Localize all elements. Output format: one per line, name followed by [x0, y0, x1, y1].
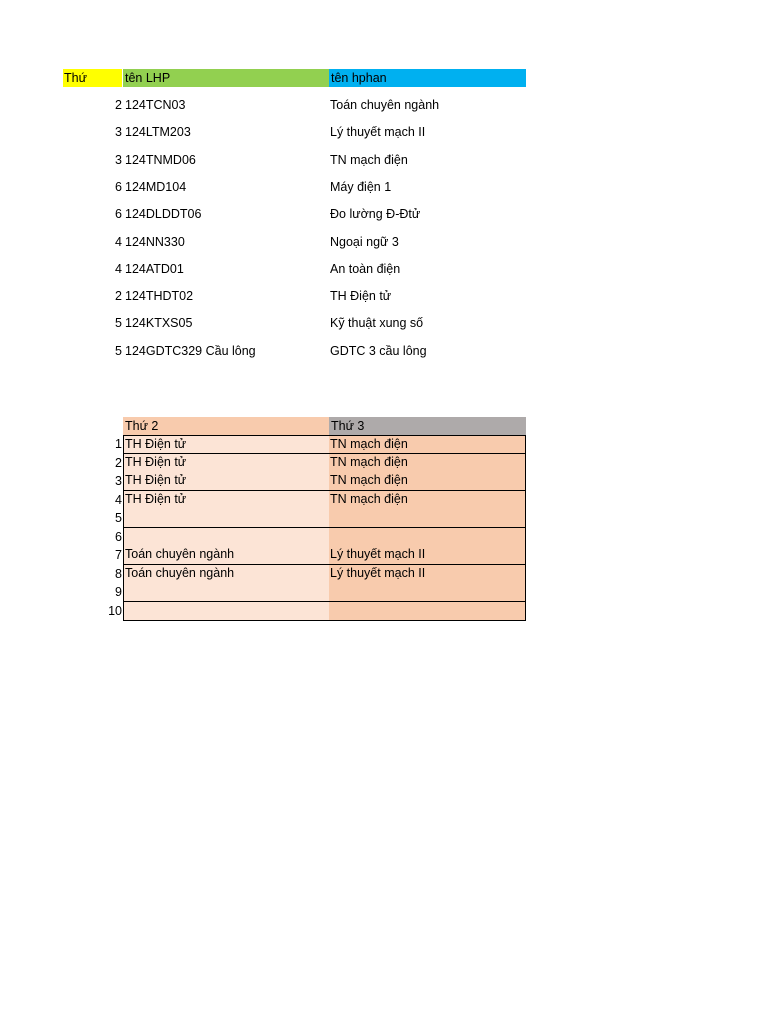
course-row — [63, 314, 526, 332]
schedule-row — [0, 435, 526, 454]
period-number: 9 — [115, 585, 122, 599]
course-code[interactable]: 124DLDDT06 — [125, 207, 202, 222]
schedule-cell-thu-2[interactable] — [123, 509, 330, 528]
period-number: 2 — [115, 455, 122, 470]
period-number: 4 — [115, 492, 122, 507]
schedule-cell-thu-2[interactable]: TH Điện tử — [123, 491, 330, 510]
schedule-row — [0, 565, 526, 584]
course-thu[interactable]: 6 — [115, 207, 122, 222]
course-name[interactable]: TH Điện tử — [330, 289, 392, 304]
course-thu[interactable]: 4 — [115, 234, 122, 249]
schedule-cell-thu-2[interactable] — [123, 528, 330, 547]
course-thu[interactable]: 2 — [115, 289, 122, 304]
schedule-cell-thu-2[interactable]: TH Điện tử — [123, 435, 330, 454]
schedule-cell-thu-3[interactable] — [329, 583, 526, 602]
course-row — [63, 205, 526, 223]
schedule-cell-thu-3[interactable] — [329, 528, 526, 547]
course-name[interactable]: Đo lường Đ-Đtử — [330, 207, 421, 222]
schedule-row — [0, 454, 526, 473]
course-name[interactable]: TN mạch điện — [330, 152, 408, 167]
course-code[interactable]: 124MD104 — [125, 179, 187, 194]
schedule-cell-thu-3[interactable]: TN mạch điện — [329, 491, 526, 510]
course-thu[interactable]: 2 — [115, 98, 122, 112]
schedule-cell-thu-3[interactable]: TN mạch điện — [329, 435, 526, 454]
course-name[interactable]: Ngoại ngữ 3 — [330, 234, 399, 249]
course-thu[interactable]: 3 — [115, 152, 122, 167]
period-number: 7 — [115, 548, 122, 562]
course-code[interactable]: 124LTM203 — [125, 125, 191, 140]
header-ten-lhp[interactable]: tên LHP — [123, 69, 329, 87]
schedule-cell-thu-2[interactable] — [123, 583, 330, 602]
schedule-header-thu-3[interactable]: Thứ 3 — [329, 417, 526, 435]
schedule-row — [0, 583, 526, 602]
course-code[interactable]: 124THDT02 — [125, 289, 194, 304]
course-thu[interactable]: 3 — [115, 125, 122, 140]
schedule-row — [0, 528, 526, 547]
course-row — [63, 342, 526, 360]
header-ten-hphan[interactable]: tên hphan — [329, 69, 526, 87]
course-name[interactable]: Lý thuyết mạch II — [330, 125, 426, 140]
period-number: 1 — [115, 437, 122, 451]
schedule-cell-thu-2[interactable]: TH Điện tử — [123, 454, 330, 473]
course-name[interactable]: Máy điện 1 — [330, 179, 392, 194]
course-name[interactable]: GDTC 3 cầu lông — [330, 343, 427, 358]
course-thu[interactable]: 5 — [115, 316, 122, 331]
course-code[interactable]: 124GDTC329 Cầu lông — [125, 343, 256, 358]
schedule-cell-thu-3[interactable]: TN mạch điện — [329, 454, 526, 473]
schedule-row — [0, 546, 526, 565]
course-row — [63, 96, 526, 114]
course-code[interactable]: 124TCN03 — [125, 98, 186, 112]
period-number: 6 — [115, 529, 122, 544]
schedule-cell-thu-2[interactable]: Toán chuyên ngành — [123, 546, 330, 565]
period-number: 5 — [115, 511, 122, 525]
period-number: 3 — [115, 474, 122, 488]
course-thu[interactable]: 5 — [115, 343, 122, 358]
schedule-row — [0, 491, 526, 510]
course-row — [63, 123, 526, 141]
schedule-cell-thu-2[interactable] — [123, 602, 330, 621]
course-row — [63, 233, 526, 251]
period-number: 10 — [108, 603, 122, 618]
course-row — [63, 260, 526, 278]
schedule-cell-thu-3[interactable] — [329, 602, 526, 621]
schedule-row — [0, 509, 526, 528]
course-row — [63, 151, 526, 169]
course-code[interactable]: 124NN330 — [125, 234, 185, 249]
course-name[interactable]: An toàn điện — [330, 261, 401, 276]
course-thu[interactable]: 4 — [115, 261, 122, 276]
course-code[interactable]: 124TNMD06 — [125, 152, 196, 167]
course-code[interactable]: 124ATD01 — [125, 261, 184, 276]
schedule-row — [0, 472, 526, 491]
course-name[interactable]: Toán chuyên ngành — [330, 98, 440, 112]
course-row — [63, 178, 526, 196]
schedule-row — [0, 602, 526, 621]
schedule-cell-thu-2[interactable]: TH Điện tử — [123, 472, 330, 491]
schedule-cell-thu-3[interactable]: Lý thuyết mạch II — [329, 546, 526, 565]
schedule-cell-thu-3[interactable]: TN mạch điện — [329, 472, 526, 491]
course-thu[interactable]: 6 — [115, 179, 122, 194]
course-row — [63, 287, 526, 305]
header-thu[interactable]: Thứ — [63, 69, 122, 87]
schedule-cell-thu-2[interactable]: Toán chuyên ngành — [123, 565, 330, 584]
schedule-cell-thu-3[interactable]: Lý thuyết mạch II — [329, 565, 526, 584]
schedule-cell-thu-3[interactable] — [329, 509, 526, 528]
schedule-header-thu-2[interactable]: Thứ 2 — [123, 417, 329, 435]
course-name[interactable]: Kỹ thuật xung số — [330, 316, 424, 331]
course-code[interactable]: 124KTXS05 — [125, 316, 193, 331]
period-number: 8 — [115, 566, 122, 581]
